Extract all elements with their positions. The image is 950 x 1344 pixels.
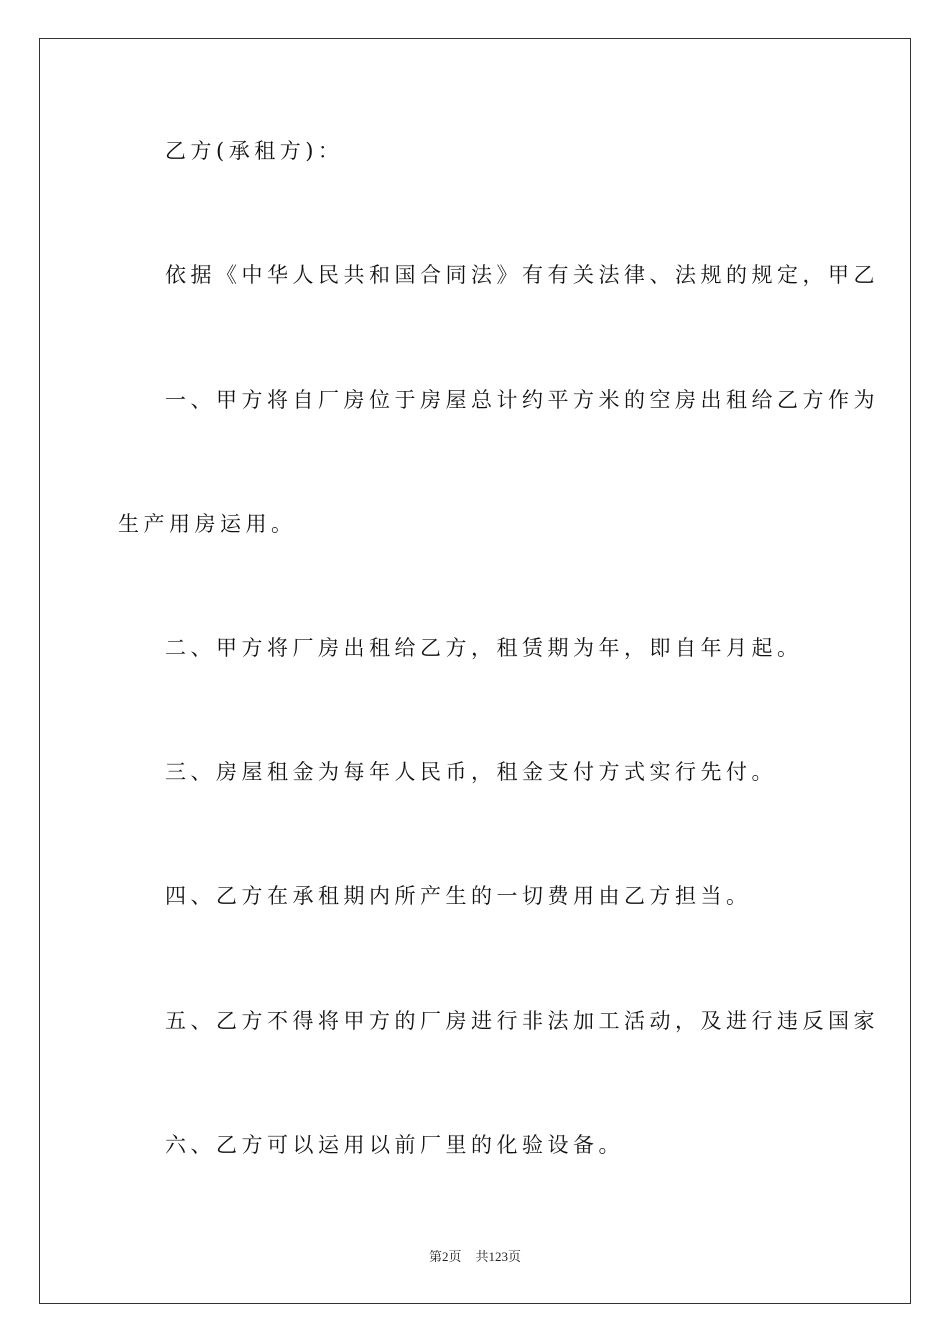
paragraph-clause-6: 六、乙方可以运用以前厂里的化验设备。	[165, 1133, 624, 1157]
paragraph-basis: 依据《中华人民共和国合同法》有有关法律、法规的规定，甲乙	[165, 263, 879, 287]
page-number: 第2页	[428, 1249, 462, 1264]
page-footer	[0, 1246, 950, 1265]
paragraph-party-b: 乙方(承租方)：	[165, 139, 344, 163]
paragraph-clause-2: 二、甲方将厂房出租给乙方，租赁期为年，即自年月起。	[165, 636, 803, 660]
paragraph-clause-3: 三、房屋租金为每年人民币，租金支付方式实行先付。	[165, 760, 777, 784]
page-total: 共123页	[475, 1249, 522, 1264]
page-frame	[39, 38, 911, 1304]
paragraph-clause-1: 一、甲方将自厂房位于房屋总计约平方米的空房出租给乙方作为	[165, 388, 879, 412]
paragraph-clause-1-cont: 生产用房运用。	[118, 512, 297, 536]
paragraph-clause-5: 五、乙方不得将甲方的厂房进行非法加工活动，及进行违反国家	[165, 1009, 879, 1033]
paragraph-clause-4: 四、乙方在承租期内所产生的一切费用由乙方担当。	[165, 884, 752, 908]
